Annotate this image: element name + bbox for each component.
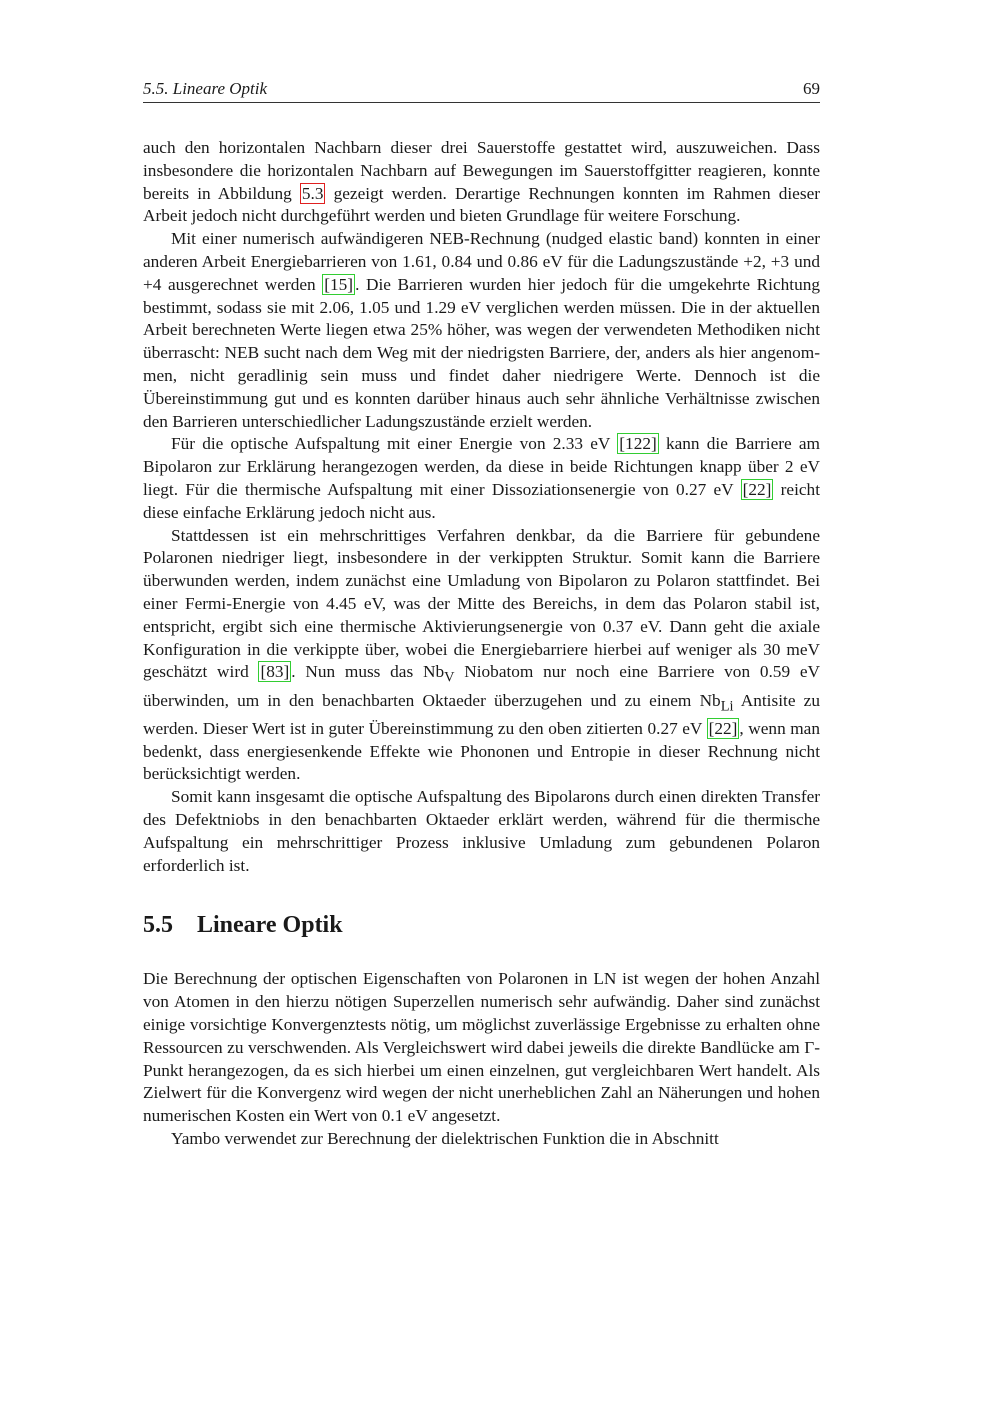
- paragraph-2-text-b: . Die Barrieren wurden hier jedoch für die umgekehrte Richtung bestimmt, sodass sie mit 2.06, 1.05 und 1.29 eV verglichen werden müssen. Die in der aktuellen Arbeit berechneten Werte liegen etwa 25% höher, was wegen der verwendeten Methodiken nicht überrascht: NEB sucht nach dem Weg mit der niedrigsten Barriere, der, anders als hier angenommen, nicht geradlinig sein muss und findet daher niedrigere Werte. Dennoch ist die Übereinstimmung gut und es konnten darüber hinaus auch sehr ähnliche Verhältnisse zwischen den Barrieren unterschiedlicher Ladungszustände erzielt werden.: [143, 274, 820, 431]
- paragraph-1-text-a: auch den horizontalen Nachbarn dieser drei Sauerstoffe gestattet wird, auszuweichen. Dass insbesondere die horizontalen Nachbarn auf Bewegungen im Sauerstoffgitter reagieren, konnte bereits in Abbildung: [143, 138, 820, 203]
- figure-ref-5-3[interactable]: 5.3: [301, 183, 324, 203]
- citation-22-second[interactable]: [22]: [708, 718, 738, 738]
- paragraph-1: [143, 137, 820, 228]
- paragraph-4-text-b: . Nun muss das: [291, 662, 423, 682]
- paragraph-4-text-d: Antisite zu werden. Dieser Wert ist in guter Übereinstimmung zu den oben zitierten 0.27 eV: [143, 690, 820, 738]
- citation-83[interactable]: [83]: [260, 662, 290, 682]
- nb-li-symbol: $Nb_{Li}$: [699, 690, 734, 715]
- nb-v-symbol: $Nb_V$: [422, 662, 455, 686]
- paragraph-4-text-c: Niobatom nur noch eine Barriere von 0.59 eV überwinden, um in den benachbarten Oktaeder überzugehen und zu einem: [143, 662, 820, 710]
- paragraph-3-text-c: reicht diese einfache Erklärung jedoch nicht aus.: [143, 479, 820, 522]
- section-heading: [143, 910, 820, 940]
- paragraph-1-text-b: gezeigt werden. Derartige Rechnungen konnten im Rahmen dieser Arbeit jedoch nicht durchgeführt werden und bieten Grundlage für weitere Forschung.: [143, 183, 820, 226]
- citation-15[interactable]: [15]: [324, 274, 354, 294]
- paragraph-3-text-a: Für die optische Aufspaltung mit einer Energie von 2.33 eV: [171, 434, 618, 454]
- paragraph-5: Somit kann insgesamt die optische Aufspaltung des Bipolarons durch einen direkten Transfer des Defektniobs in den benachbarten Oktaeder erklärt werden, während für die thermische Aufspaltung ein mehrschrittiger Prozess inklusive Umladung zum gebundenen Polaron erforderlich ist.: [143, 787, 820, 875]
- paragraph-3-text-b: kann die Barriere am Bipolaron zur Erklärung herangezogen werden, da diese in beide Richtungen knapp über 2 eV liegt. Für die thermische Aufspaltung mit einer Dissoziationsenergie von 0.27 eV: [143, 434, 820, 499]
- paragraph-3: [143, 433, 820, 524]
- citation-122[interactable]: [122]: [619, 434, 657, 454]
- paragraph-6: Die Berechnung der optischen Eigenschaften von Polaronen in LN ist wegen der hohen Anzahl von Atomen in den hierzu nötigen Superzellen numerisch sehr aufwändig. Daher sind zunächst einige vorsichtige Konvergenztests nötig, um möglichst zuverlässige Ergebnisse zu erhalten ohne Ressourcen zu verschwenden. Als Vergleichswert wird dabei jeweils die direkte Bandlücke am Γ-Punkt herangezogen, da es sich hierbei um einen einzelnen, gut vergleichbaren Wert handelt. Als Zielwert für die Konvergenz wird wegen der nicht unerheblichen Zahl an Näherungen und hohen numerischen Kosten ein Wert von 0.1 eV angesetzt.: [143, 969, 820, 1126]
- running-header: [143, 78, 820, 103]
- section-number: 5.5: [143, 912, 173, 939]
- paragraph-4-text-e: , wenn man bedenkt, dass energiesenkende Effekte wie Phononen und Entropie in dieser Rechnung nicht berücksichtigt werden.: [143, 718, 820, 784]
- section-title: Lineare Optik: [197, 912, 343, 939]
- page-number: 69: [803, 79, 820, 98]
- header-title: 5.5. Lineare Optik: [143, 79, 268, 98]
- paragraph-2: [143, 228, 820, 433]
- paragraph-2-text-a: Mit einer numerisch aufwändigeren NEB-Rechnung (nudged elastic band) konnten in einer anderen Arbeit Energiebarrieren von 1.61, 0.84 und 0.86 eV für die Ladungszustände +2, +3 und +4 ausgerechnet werden: [143, 229, 820, 294]
- paragraph-7: Yambo verwendet zur Berechnung der dielektrischen Funktion die in Abschnitt: [171, 1128, 719, 1148]
- paragraph-4-text-a: Stattdessen ist ein mehrschrittiges Verfahren denkbar, da die Barriere für gebundene Polaronen niedriger liegt, insbesondere in der verkippten Struktur. Somit kann die Barriere überwunden werden, indem zunächst eine Umladung von Bipolaron zu Polaron stattfindet. Bei einer Fermi-Energie von 4.45 eV, was der Mitte des Bereichs, in dem das Polaron stabil ist, entspricht, ergibt sich eine thermische Aktivierungsenergie von 0.37 eV. Dann geht die axiale Konfiguration in die verkippte über, wobei die Energiebarriere hierbei auf weniger als 30 meV geschätzt wird: [143, 525, 820, 682]
- main-text: [143, 137, 820, 1151]
- paragraph-4: [143, 525, 820, 787]
- citation-22[interactable]: [22]: [742, 479, 772, 499]
